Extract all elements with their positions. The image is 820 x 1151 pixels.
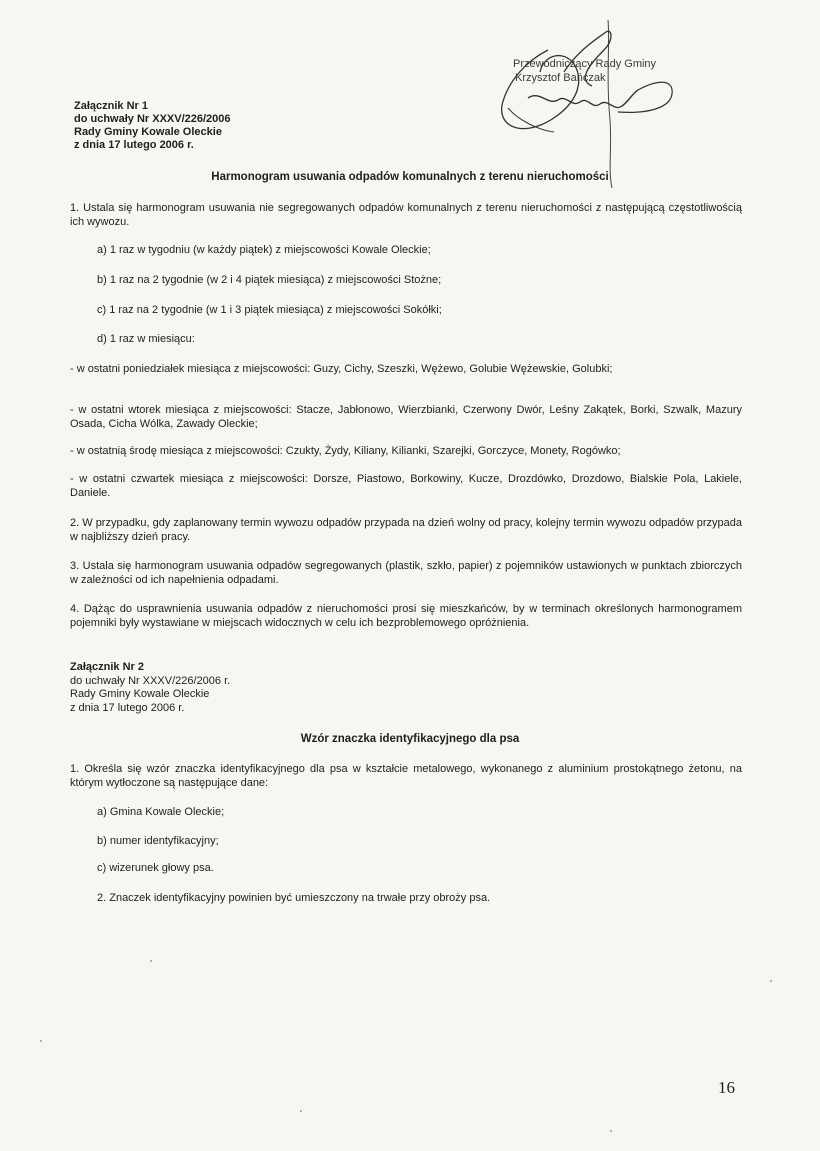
- annex2-item-c: c) wizerunek głowy psa.: [97, 862, 214, 874]
- annex2-date: z dnia 17 lutego 2006 r.: [70, 701, 185, 714]
- annex2-title: Wzór znaczka identyfikacyjnego dla psa: [300, 733, 520, 745]
- annex1-item-d: d) 1 raz w miesiącu:: [97, 333, 195, 345]
- annex1-schedule-tuesday: - w ostatni wtorek miesiąca z miejscowości: Stacze, Jabłonowo, Wierzbianki, Czerwony Dwór, Leśny Zakątek, Borki, Szwalk, Mazury Osada, Cicha Wólka, Zawady Oleckie;: [70, 404, 742, 430]
- annex2-resolution: do uchwały Nr XXXV/226/2006 r.: [70, 674, 231, 687]
- annex1-point-4: 4. Dążąc do usprawnienia usuwania odpadów z nieruchomości prosi się mieszkańców, by w terminach określonych harmonogramem pojemniki były wystawiane w miejscach widocznych w celu ich bezproblemowego opróżnienia.: [70, 603, 742, 629]
- annex2-header: [70, 661, 230, 715]
- signature-area: [488, 20, 688, 190]
- annex2-item-a: a) Gmina Kowale Oleckie;: [97, 806, 225, 818]
- scan-speck: [150, 960, 152, 962]
- scan-speck: [40, 1040, 42, 1042]
- annex2-point-2: 2. Znaczek identyfikacyjny powinien być umieszczony na trwałe przy obroży psa.: [97, 892, 491, 904]
- annex2-item-b: b) numer identyfikacyjny;: [97, 835, 219, 847]
- annex1-date: z dnia 17 lutego 2006 r.: [74, 139, 194, 151]
- signature-title: Przewodniczący Rady Gminy: [513, 58, 657, 70]
- annex2-point-1: 1. Określa się wzór znaczka identyfikacyjnego dla psa w kształcie metalowego, wykonanego z aluminium prostokątnego żetonu, na którym wytłoczone są następujące dane:: [70, 763, 742, 789]
- annex1-point-3: 3. Ustala się harmonogram usuwania odpadów segregowanych (plastik, szkło, papier) z pojemników ustawionych w punktach zbiorczych w zależności od ich napełnienia odpadami.: [70, 560, 742, 586]
- annex1-item-b: b) 1 raz na 2 tygodnie (w 2 i 4 piątek miesiąca) z miejscowości Stożne;: [97, 274, 442, 286]
- page-number: 16: [718, 1078, 735, 1097]
- handwritten-signature: [488, 20, 688, 190]
- annex1-header: [74, 100, 231, 152]
- annex1-council: Rady Gminy Kowale Oleckie: [74, 126, 222, 138]
- annex1-title: Harmonogram usuwania odpadów komunalnych z terenu nieruchomości: [211, 171, 609, 183]
- annex2-council: Rady Gminy Kowale Oleckie: [70, 688, 210, 700]
- annex1-label: Załącznik Nr 1: [74, 100, 148, 112]
- scan-speck: [300, 1110, 302, 1112]
- scan-speck: [610, 1130, 612, 1132]
- annex2-label: Załącznik Nr 2: [70, 661, 144, 673]
- annex1-item-c: c) 1 raz na 2 tygodnie (w 1 i 3 piątek miesiąca) z miejscowości Sokółki;: [97, 304, 442, 316]
- annex1-point-1: 1. Ustala się harmonogram usuwania nie segregowanych odpadów komunalnych z terenu nieruchomości z następującą częstotliwością ich wywozu.: [70, 202, 742, 228]
- annex1-point-2: 2. W przypadku, gdy zaplanowany termin wywozu odpadów przypada na dzień wolny od pracy, kolejny termin wywozu odpadów przypada w najbliższy dzień pracy.: [70, 517, 742, 543]
- annex1-schedule-wednesday: - w ostatnią środę miesiąca z miejscowości: Czukty, Żydy, Kiliany, Kilianki, Szarejki, Gorczyce, Monety, Rogówko;: [70, 445, 621, 457]
- annex1-resolution: do uchwały Nr XXXV/226/2006: [74, 113, 231, 125]
- annex1-item-a: a) 1 raz w tygodniu (w każdy piątek) z miejscowości Kowale Oleckie;: [97, 244, 431, 256]
- annex1-schedule-thursday: - w ostatni czwartek miesiąca z miejscowości: Dorsze, Piastowo, Borkowiny, Kucze, Drozdówko, Drozdowo, Bialskie Pola, Lakiele, Daniele.: [70, 473, 742, 499]
- annex1-schedule-monday: - w ostatni poniedziałek miesiąca z miejscowości: Guzy, Cichy, Szeszki, Wężewo, Golubie Wężewskie, Golubki;: [70, 363, 613, 375]
- scan-speck: [770, 980, 772, 982]
- signature-name: Krzysztof Bańczak: [515, 72, 606, 84]
